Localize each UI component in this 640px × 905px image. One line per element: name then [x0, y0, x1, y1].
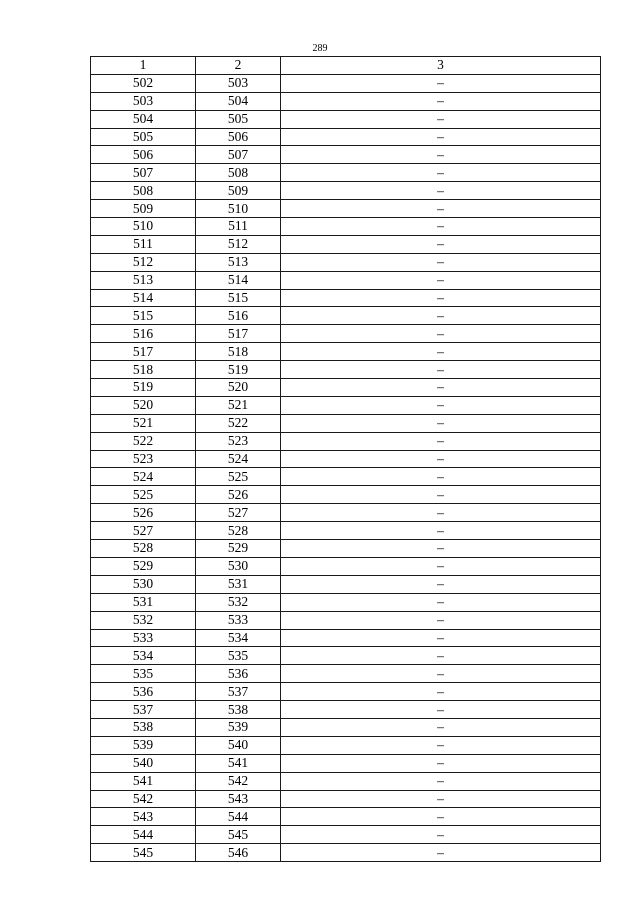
table-row: [91, 182, 601, 200]
table-row: [91, 647, 601, 665]
table-cell-col-2: 505: [196, 110, 281, 128]
table-row: [91, 200, 601, 218]
table-row: [91, 504, 601, 522]
table-cell-col-2: 515: [196, 289, 281, 307]
table-row: [91, 325, 601, 343]
table-cell-col-3: –: [281, 808, 601, 826]
table-cell-col-3: –: [281, 701, 601, 719]
table-cell-col-2: 532: [196, 593, 281, 611]
table-cell-col-2: 527: [196, 504, 281, 522]
table-cell-col-1: 519: [91, 379, 196, 397]
column-header-2: 2: [196, 57, 281, 75]
table-cell-col-3: –: [281, 736, 601, 754]
table-cell-col-2: 517: [196, 325, 281, 343]
table-cell-col-3: –: [281, 844, 601, 862]
table-cell-col-2: 513: [196, 253, 281, 271]
table-cell-col-1: 536: [91, 683, 196, 701]
table-cell-col-2: 533: [196, 611, 281, 629]
table-row: [91, 772, 601, 790]
table-cell-col-1: 513: [91, 271, 196, 289]
table-cell-col-3: –: [281, 754, 601, 772]
table-cell-col-3: –: [281, 718, 601, 736]
table-row: [91, 593, 601, 611]
table-cell-col-3: –: [281, 110, 601, 128]
table-row: [91, 540, 601, 558]
table-row: [91, 253, 601, 271]
table-cell-col-2: 514: [196, 271, 281, 289]
table-cell-col-3: –: [281, 396, 601, 414]
table-header-row: [91, 57, 601, 75]
table-cell-col-2: 523: [196, 432, 281, 450]
table-cell-col-3: –: [281, 128, 601, 146]
table-row: [91, 754, 601, 772]
table-cell-col-1: 532: [91, 611, 196, 629]
table-cell-col-1: 520: [91, 396, 196, 414]
table-cell-col-1: 505: [91, 128, 196, 146]
table-cell-col-2: 508: [196, 164, 281, 182]
table-cell-col-3: –: [281, 468, 601, 486]
table-cell-col-3: –: [281, 629, 601, 647]
table-cell-col-2: 537: [196, 683, 281, 701]
table-cell-col-1: 502: [91, 74, 196, 92]
table-cell-col-2: 511: [196, 218, 281, 236]
table-cell-col-2: 510: [196, 200, 281, 218]
column-header-3: 3: [281, 57, 601, 75]
table-cell-col-2: 529: [196, 540, 281, 558]
table-cell-col-2: 535: [196, 647, 281, 665]
table-cell-col-3: –: [281, 486, 601, 504]
table-cell-col-1: 544: [91, 826, 196, 844]
table-cell-col-1: 526: [91, 504, 196, 522]
table-cell-col-2: 518: [196, 343, 281, 361]
table-cell-col-3: –: [281, 522, 601, 540]
table-row: [91, 307, 601, 325]
table-row: [91, 611, 601, 629]
table-row: [91, 557, 601, 575]
table-cell-col-1: 528: [91, 540, 196, 558]
table-cell-col-3: –: [281, 325, 601, 343]
table-cell-col-1: 524: [91, 468, 196, 486]
page-number: 289: [312, 43, 328, 54]
table-row: [91, 235, 601, 253]
table-cell-col-1: 529: [91, 557, 196, 575]
table-cell-col-3: –: [281, 235, 601, 253]
table-cell-col-1: 523: [91, 450, 196, 468]
table-cell-col-2: 546: [196, 844, 281, 862]
table-cell-col-2: 534: [196, 629, 281, 647]
table-cell-col-1: 511: [91, 235, 196, 253]
table-cell-col-3: –: [281, 307, 601, 325]
table-cell-col-2: 544: [196, 808, 281, 826]
table-row: [91, 92, 601, 110]
table-row: [91, 701, 601, 719]
table-cell-col-3: –: [281, 289, 601, 307]
table-row: [91, 414, 601, 432]
table-row: [91, 289, 601, 307]
table-row: [91, 826, 601, 844]
table-row: [91, 128, 601, 146]
table-cell-col-3: –: [281, 557, 601, 575]
table-cell-col-1: 539: [91, 736, 196, 754]
table-cell-col-2: 526: [196, 486, 281, 504]
table-cell-col-3: –: [281, 826, 601, 844]
table-cell-col-3: –: [281, 432, 601, 450]
table-cell-col-3: –: [281, 218, 601, 236]
table-cell-col-3: –: [281, 540, 601, 558]
table-cell-col-2: 536: [196, 665, 281, 683]
table-row: [91, 665, 601, 683]
table-cell-col-1: 514: [91, 289, 196, 307]
table-cell-col-3: –: [281, 683, 601, 701]
table-cell-col-2: 540: [196, 736, 281, 754]
table-cell-col-1: 515: [91, 307, 196, 325]
table-row: [91, 808, 601, 826]
table-cell-col-2: 528: [196, 522, 281, 540]
table-cell-col-1: 545: [91, 844, 196, 862]
table-cell-col-3: –: [281, 790, 601, 808]
table-cell-col-1: 542: [91, 790, 196, 808]
table-cell-col-2: 539: [196, 718, 281, 736]
table-cell-col-1: 508: [91, 182, 196, 200]
table-cell-col-2: 530: [196, 557, 281, 575]
data-table: [90, 56, 601, 862]
table-row: [91, 790, 601, 808]
table-cell-col-3: –: [281, 146, 601, 164]
table-cell-col-3: –: [281, 92, 601, 110]
table-cell-col-1: 540: [91, 754, 196, 772]
table-cell-col-1: 533: [91, 629, 196, 647]
table-row: [91, 629, 601, 647]
table-cell-col-1: 521: [91, 414, 196, 432]
table-row: [91, 164, 601, 182]
table-cell-col-1: 512: [91, 253, 196, 271]
table-row: [91, 218, 601, 236]
table-cell-col-2: 542: [196, 772, 281, 790]
table-cell-col-3: –: [281, 593, 601, 611]
table-row: [91, 432, 601, 450]
table-cell-col-1: 541: [91, 772, 196, 790]
table-cell-col-1: 527: [91, 522, 196, 540]
table-cell-col-3: –: [281, 575, 601, 593]
table-row: [91, 468, 601, 486]
table-cell-col-1: 535: [91, 665, 196, 683]
table-cell-col-2: 507: [196, 146, 281, 164]
table-row: [91, 271, 601, 289]
table-cell-col-2: 504: [196, 92, 281, 110]
table-cell-col-1: 506: [91, 146, 196, 164]
table-cell-col-2: 522: [196, 414, 281, 432]
table-cell-col-3: –: [281, 379, 601, 397]
table-cell-col-1: 504: [91, 110, 196, 128]
table-cell-col-1: 525: [91, 486, 196, 504]
table-cell-col-2: 520: [196, 379, 281, 397]
table-row: [91, 486, 601, 504]
table-cell-col-1: 507: [91, 164, 196, 182]
table-cell-col-2: 503: [196, 74, 281, 92]
table-cell-col-3: –: [281, 414, 601, 432]
table-row: [91, 844, 601, 862]
table-cell-col-1: 534: [91, 647, 196, 665]
table-cell-col-2: 512: [196, 235, 281, 253]
table-cell-col-3: –: [281, 343, 601, 361]
table-cell-col-1: 543: [91, 808, 196, 826]
table-row: [91, 522, 601, 540]
table-row: [91, 343, 601, 361]
table-cell-col-1: 510: [91, 218, 196, 236]
table-row: [91, 683, 601, 701]
table-cell-col-1: 531: [91, 593, 196, 611]
table-row: [91, 575, 601, 593]
table-row: [91, 361, 601, 379]
table-cell-col-2: 525: [196, 468, 281, 486]
table-cell-col-2: 519: [196, 361, 281, 379]
table-cell-col-3: –: [281, 200, 601, 218]
table-cell-col-1: 530: [91, 575, 196, 593]
table-cell-col-1: 517: [91, 343, 196, 361]
table-cell-col-2: 531: [196, 575, 281, 593]
table-cell-col-1: 516: [91, 325, 196, 343]
table-cell-col-3: –: [281, 361, 601, 379]
table-row: [91, 110, 601, 128]
table-cell-col-3: –: [281, 271, 601, 289]
table-cell-col-2: 524: [196, 450, 281, 468]
table-cell-col-2: 506: [196, 128, 281, 146]
table-row: [91, 450, 601, 468]
table-cell-col-2: 545: [196, 826, 281, 844]
table-body: [91, 74, 601, 861]
table-cell-col-3: –: [281, 182, 601, 200]
table-cell-col-2: 509: [196, 182, 281, 200]
table-cell-col-2: 543: [196, 790, 281, 808]
table-row: [91, 74, 601, 92]
table-cell-col-3: –: [281, 164, 601, 182]
table-cell-col-2: 538: [196, 701, 281, 719]
table-cell-col-1: 518: [91, 361, 196, 379]
table-row: [91, 379, 601, 397]
column-header-1: 1: [91, 57, 196, 75]
table-cell-col-2: 521: [196, 396, 281, 414]
table-cell-col-3: –: [281, 253, 601, 271]
table-cell-col-1: 503: [91, 92, 196, 110]
table-cell-col-3: –: [281, 772, 601, 790]
table-cell-col-3: –: [281, 74, 601, 92]
table-cell-col-1: 538: [91, 718, 196, 736]
table-cell-col-3: –: [281, 665, 601, 683]
table-cell-col-1: 509: [91, 200, 196, 218]
table-cell-col-3: –: [281, 647, 601, 665]
table-cell-col-2: 516: [196, 307, 281, 325]
table-cell-col-1: 537: [91, 701, 196, 719]
table-cell-col-3: –: [281, 504, 601, 522]
table-row: [91, 736, 601, 754]
table-row: [91, 396, 601, 414]
table-row: [91, 146, 601, 164]
table-cell-col-3: –: [281, 611, 601, 629]
table-row: [91, 718, 601, 736]
table-cell-col-2: 541: [196, 754, 281, 772]
table-cell-col-3: –: [281, 450, 601, 468]
table-cell-col-1: 522: [91, 432, 196, 450]
